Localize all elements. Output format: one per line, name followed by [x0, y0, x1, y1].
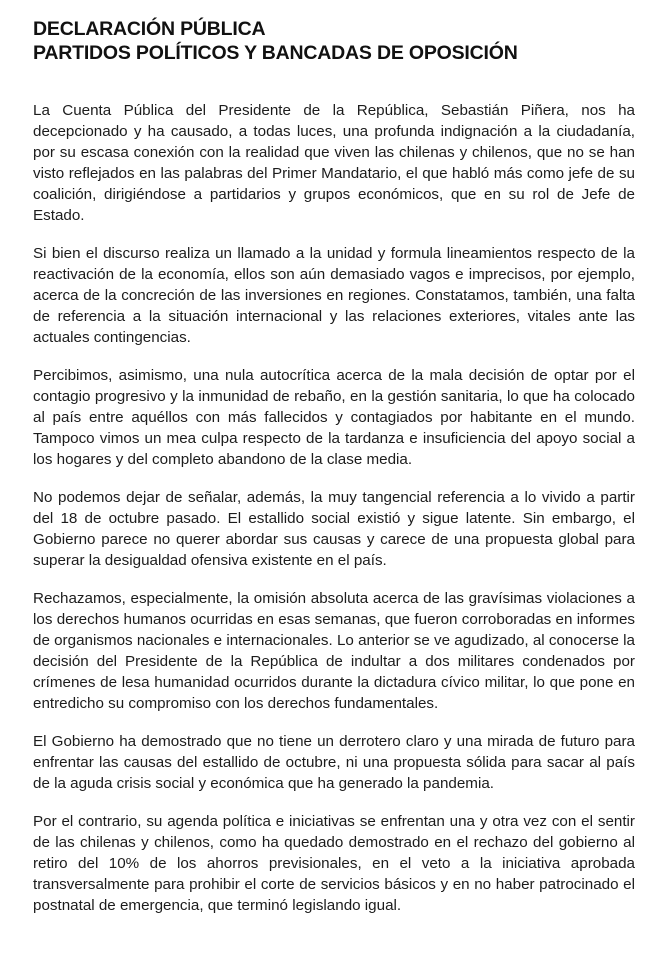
- document-body: [33, 100, 635, 933]
- paragraph-7: Por el contrario, su agenda política e iniciativas se enfrentan una y otra vez con el sentir de las chilenas y chilenos, como ha quedado demostrado en el rechazo del gobierno al retiro del 10% de los ahorros previsionales, en el veto a la iniciativa aprobada transversalmente para prohibir el corte de servicios básicos y en no haber patrocinado el postnatal de emergencia, que terminó legislando igual.: [33, 813, 635, 914]
- paragraph-6: El Gobierno ha demostrado que no tiene un derrotero claro y una mirada de futuro para enfrentar las causas del estallido de octubre, ni una propuesta sólida para sacar al país de la aguda crisis social y económica que ha generado la pandemia.: [33, 733, 635, 792]
- document-title: DECLARACIÓN PÚBLICA: [33, 18, 266, 40]
- paragraph-4: No podemos dejar de señalar, además, la muy tangencial referencia a lo vivido a partir del 18 de octubre pasado. El estallido social existió y sigue latente. Sin embargo, el Gobierno parece no querer abordar sus causas y carece de una propuesta global para superar la desigualdad ofensiva existente en el país.: [33, 489, 635, 569]
- paragraph-3: Percibimos, asimismo, una nula autocrítica acerca de la mala decisión de optar por el contagio progresivo y la inmunidad de rebaño, en la gestión sanitaria, lo que ha colocado al país entre aquéllos con más fallecidos y contagiados por habitante en el mundo. Tampoco vimos un mea culpa respecto de la tardanza e insuficiencia del apoyo social a los hogares y del completo abandono de la clase media.: [33, 367, 635, 468]
- paragraph-2: Si bien el discurso realiza un llamado a la unidad y formula lineamientos respecto de la reactivación de la economía, ellos son aún demasiado vagos e imprecisos, por ejemplo, acerca de la concreción de las inversiones en regiones. Constatamos, también, una falta de referencia a la situación internacional y las relaciones exteriores, vitales ante las actuales contingencias.: [33, 245, 635, 346]
- document-subtitle: PARTIDOS POLÍTICOS Y BANCADAS DE OPOSICIÓN: [33, 42, 518, 64]
- paragraph-1: La Cuenta Pública del Presidente de la República, Sebastián Piñera, nos ha decepcionado y ha causado, a todas luces, una profunda indignación a la ciudadanía, por su escasa conexión con la realidad que viven las chilenas y chilenos, que no se han visto reflejados en las palabras del Primer Mandatario, el que habló más como jefe de su coalición, dirigiéndose a partidarios y grupos económicos, que en su rol de Jefe de Estado.: [33, 102, 635, 224]
- document-heading: [33, 17, 633, 65]
- paragraph-5: Rechazamos, especialmente, la omisión absoluta acerca de las gravísimas violaciones a los derechos humanos ocurridas en esas semanas, que fueron corroboradas en informes de organismos nacionales e internacionales. Lo anterior se ve agudizado, al conocerse la decisión del Presidente de la República de indultar a dos militares condenados por crímenes de lesa humanidad ocurridos durante la dictadura cívico militar, lo que pone en entredicho su compromiso con los derechos fundamentales.: [33, 590, 635, 712]
